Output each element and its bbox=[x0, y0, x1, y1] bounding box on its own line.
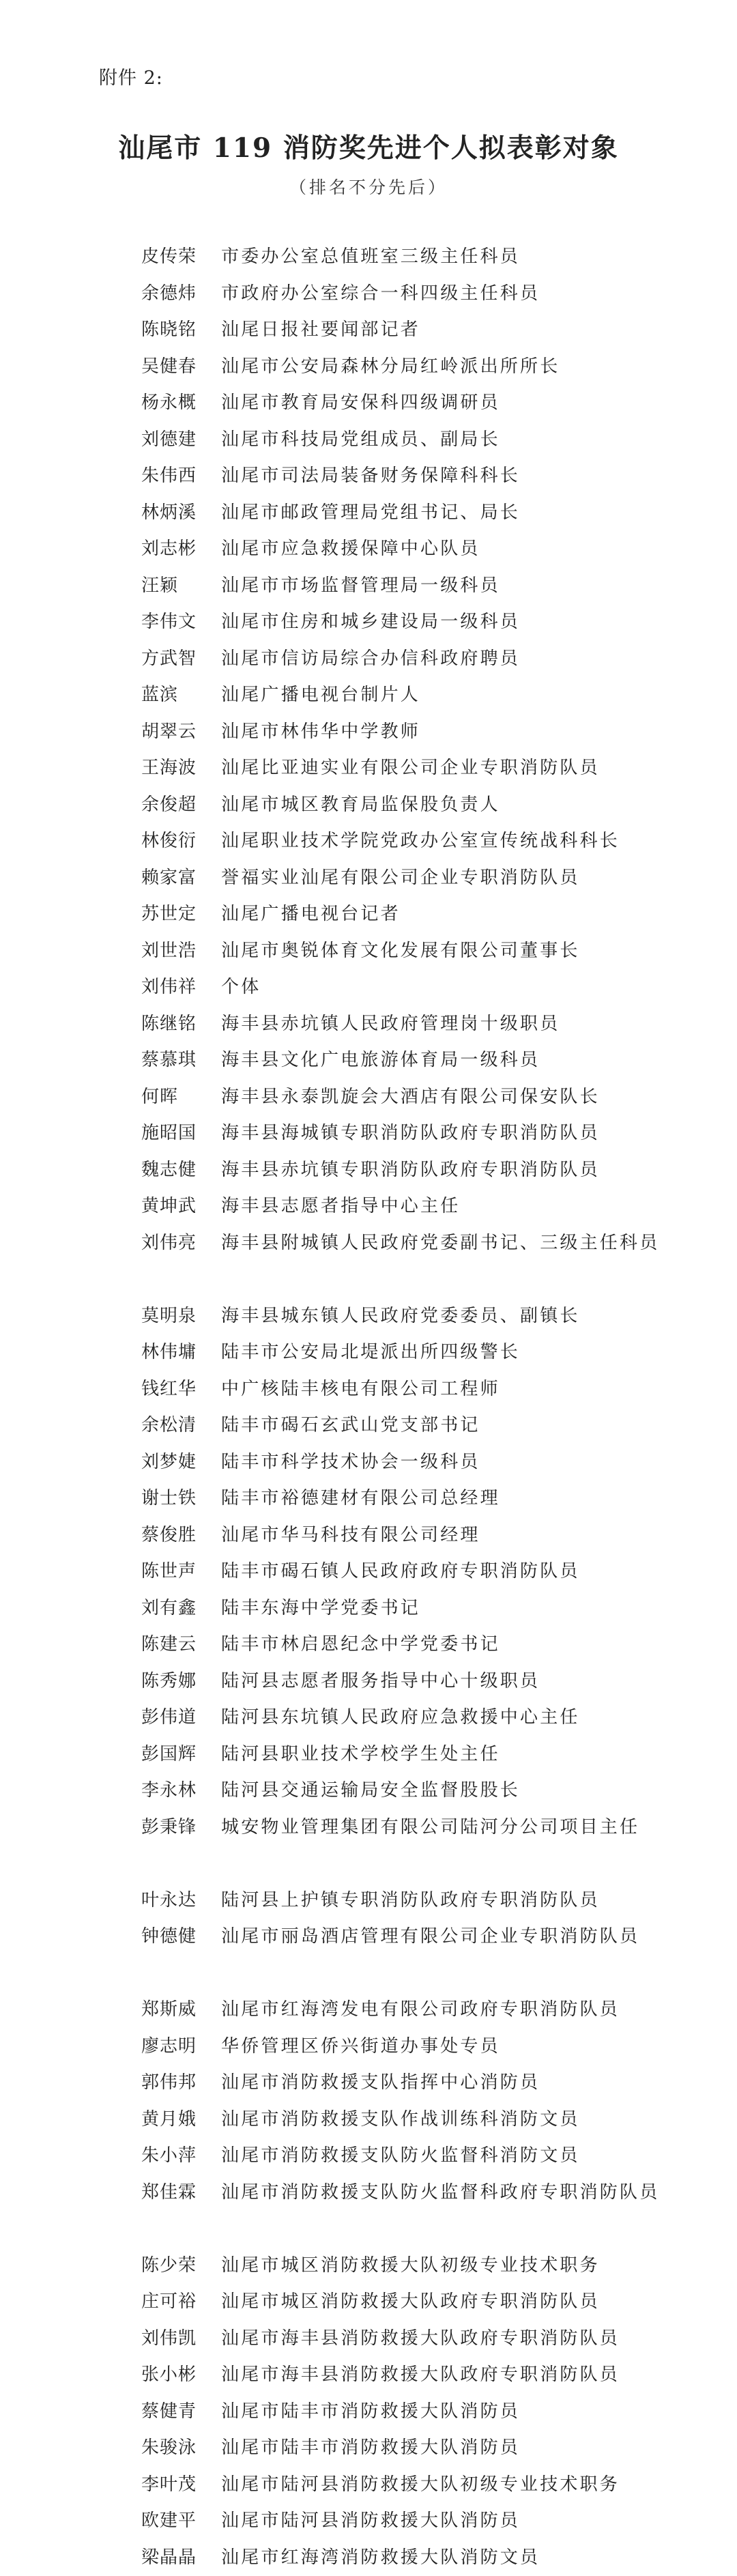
honoree-position: 个体 bbox=[221, 969, 660, 1006]
honoree-position: 汕尾市消防救援支队指挥中心消防员 bbox=[221, 2065, 660, 2102]
honoree-row bbox=[141, 1554, 660, 1590]
honoree-position: 海丰县志愿者指导中心主任 bbox=[221, 1188, 660, 1225]
honoree-name: 郑斯威 bbox=[141, 1992, 221, 2029]
honoree-position: 海丰县文化广电旅游体育局一级科员 bbox=[221, 1042, 660, 1079]
honoree-row bbox=[141, 1188, 660, 1225]
honoree-row bbox=[141, 2540, 660, 2576]
honoree-position: 汕尾市消防救援支队作战训练科消防文员 bbox=[221, 2102, 660, 2138]
honoree-position: 汕尾市信访局综合办信科政府聘员 bbox=[221, 641, 660, 678]
honoree-name: 杨永概 bbox=[141, 385, 221, 422]
honoree-name: 余德炜 bbox=[141, 276, 221, 313]
honoree-row bbox=[141, 2065, 660, 2102]
honoree-row bbox=[141, 2029, 660, 2065]
honoree-name: 朱小萍 bbox=[141, 2138, 221, 2175]
honoree-name: 廖志明 bbox=[141, 2029, 221, 2065]
honoree-row bbox=[141, 1480, 660, 1517]
honoree-row bbox=[141, 2138, 660, 2175]
honoree-row bbox=[141, 1627, 660, 1663]
honoree-row bbox=[141, 1444, 660, 1481]
honoree-row bbox=[141, 823, 660, 860]
honoree-position: 中广核陆丰核电有限公司工程师 bbox=[221, 1371, 660, 1408]
honoree-row bbox=[141, 458, 660, 495]
honoree-name: 王海波 bbox=[141, 750, 221, 787]
honoree-row bbox=[141, 1042, 660, 1079]
honoree-row bbox=[141, 1736, 660, 1773]
honoree-name: 何晖 bbox=[141, 1079, 221, 1116]
honoree-row bbox=[141, 1919, 660, 1992]
honoree-position: 汕尾广播电视台记者 bbox=[221, 896, 660, 933]
honoree-position: 汕尾市住房和城乡建设局一级科员 bbox=[221, 604, 660, 641]
honoree-position: 陆丰市碣石镇人民政府政府专职消防队员 bbox=[221, 1554, 660, 1590]
honoree-position: 陆河县上护镇专职消防队政府专职消防队员 bbox=[221, 1883, 660, 1919]
honoree-name: 叶永达 bbox=[141, 1883, 221, 1919]
honoree-name: 施昭国 bbox=[141, 1115, 221, 1152]
honoree-row bbox=[141, 2248, 660, 2285]
honoree-position: 陆河县志愿者服务指导中心十级职员 bbox=[221, 1663, 660, 1700]
honoree-row bbox=[141, 2394, 660, 2431]
honoree-position: 汕尾市林伟华中学教师 bbox=[221, 714, 660, 751]
honoree-name: 钟德健 bbox=[141, 1919, 221, 1992]
honoree-position: 汕尾市海丰县消防救援大队政府专职消防队员 bbox=[221, 2357, 660, 2394]
honoree-name: 蔡俊胜 bbox=[141, 1517, 221, 1554]
honoree-name: 郭伟邦 bbox=[141, 2065, 221, 2102]
honoree-row bbox=[141, 677, 660, 714]
honoree-position: 陆丰市科学技术协会一级科员 bbox=[221, 1444, 660, 1481]
honoree-name: 刘世浩 bbox=[141, 933, 221, 970]
honoree-name: 李伟文 bbox=[141, 604, 221, 641]
honoree-row bbox=[141, 1152, 660, 1189]
honoree-row bbox=[141, 2430, 660, 2467]
honoree-name: 陈少荣 bbox=[141, 2248, 221, 2285]
honoree-name: 彭秉锋 bbox=[141, 1809, 221, 1883]
honoree-row bbox=[141, 1371, 660, 1408]
honoree-row bbox=[141, 1590, 660, 1627]
honoree-name: 彭国辉 bbox=[141, 1736, 221, 1773]
honoree-name: 刘伟祥 bbox=[141, 969, 221, 1006]
honoree-position: 陆河县东坑镇人民政府应急救援中心主任 bbox=[221, 1700, 660, 1736]
honoree-name: 赖家富 bbox=[141, 860, 221, 897]
honoree-row bbox=[141, 2357, 660, 2394]
honoree-position: 汕尾比亚迪实业有限公司企业专职消防队员 bbox=[221, 750, 660, 787]
honoree-name: 余松清 bbox=[141, 1407, 221, 1444]
honoree-name: 蓝滨 bbox=[141, 677, 221, 714]
honoree-name: 胡翠云 bbox=[141, 714, 221, 751]
honoree-row bbox=[141, 714, 660, 751]
honoree-row bbox=[141, 604, 660, 641]
honoree-position: 华侨管理区侨兴街道办事处专员 bbox=[221, 2029, 660, 2065]
honoree-row bbox=[141, 531, 660, 568]
honoree-row bbox=[141, 1809, 660, 1883]
honoree-row bbox=[141, 933, 660, 970]
honoree-row bbox=[141, 1663, 660, 1700]
honoree-name: 蔡慕琪 bbox=[141, 1042, 221, 1079]
honoree-row bbox=[141, 1700, 660, 1736]
honoree-row bbox=[141, 1079, 660, 1116]
honoree-position: 汕尾市红海湾消防救援大队消防文员 bbox=[221, 2540, 660, 2576]
honoree-name: 刘志彬 bbox=[141, 531, 221, 568]
honoree-row bbox=[141, 2321, 660, 2358]
honoree-row bbox=[141, 1115, 660, 1152]
honoree-name: 吴健春 bbox=[141, 349, 221, 386]
honoree-name: 方武智 bbox=[141, 641, 221, 678]
honoree-name: 刘德建 bbox=[141, 422, 221, 459]
honoree-name: 陈晓铭 bbox=[141, 312, 221, 349]
honoree-name: 黄坤武 bbox=[141, 1188, 221, 1225]
honoree-row bbox=[141, 1334, 660, 1371]
honoree-position: 海丰县海城镇专职消防队政府专职消防队员 bbox=[221, 1115, 660, 1152]
honoree-position: 市政府办公室综合一科四级主任科员 bbox=[221, 276, 660, 313]
honoree-row bbox=[141, 1992, 660, 2029]
honoree-position: 汕尾职业技术学院党政办公室宣传统战科科长 bbox=[221, 823, 660, 860]
honoree-name: 欧建平 bbox=[141, 2503, 221, 2540]
honoree-name: 朱伟西 bbox=[141, 458, 221, 495]
honoree-name: 彭伟道 bbox=[141, 1700, 221, 1736]
honoree-position: 海丰县城东镇人民政府党委委员、副镇长 bbox=[221, 1298, 660, 1335]
honoree-name: 汪颖 bbox=[141, 568, 221, 605]
honoree-position: 汕尾市教育局安保科四级调研员 bbox=[221, 385, 660, 422]
honoree-row bbox=[141, 2467, 660, 2504]
honoree-position: 汕尾市消防救援支队防火监督科消防文员 bbox=[221, 2138, 660, 2175]
honoree-row bbox=[141, 1407, 660, 1444]
honoree-name: 林俊衍 bbox=[141, 823, 221, 860]
honoree-name: 苏世定 bbox=[141, 896, 221, 933]
honoree-name: 李永林 bbox=[141, 1773, 221, 1809]
honoree-position: 汕尾市丽岛酒店管理有限公司企业专职消防队员 bbox=[221, 1919, 660, 1992]
honoree-position: 海丰县永泰凯旋会大酒店有限公司保安队长 bbox=[221, 1079, 660, 1116]
honoree-position: 汕尾市红海湾发电有限公司政府专职消防队员 bbox=[221, 1992, 660, 2029]
honoree-position: 陆丰市裕德建材有限公司总经理 bbox=[221, 1480, 660, 1517]
honoree-position: 汕尾市陆河县消防救援大队初级专业技术职务 bbox=[221, 2467, 660, 2504]
honoree-row bbox=[141, 750, 660, 787]
honoree-name: 朱骏泳 bbox=[141, 2430, 221, 2467]
honoree-name: 刘梦婕 bbox=[141, 1444, 221, 1481]
honoree-name: 陈继铭 bbox=[141, 1006, 221, 1043]
honoree-position: 汕尾市城区消防救援大队初级专业技术职务 bbox=[221, 2248, 660, 2285]
honoree-position: 汕尾市城区教育局监保股负责人 bbox=[221, 787, 660, 824]
honoree-position: 陆河县职业技术学校学生处主任 bbox=[221, 1736, 660, 1773]
honoree-row bbox=[141, 276, 660, 313]
honoree-name: 张小彬 bbox=[141, 2357, 221, 2394]
honoree-name: 陈建云 bbox=[141, 1627, 221, 1663]
honoree-position: 誉福实业汕尾有限公司企业专职消防队员 bbox=[221, 860, 660, 897]
honoree-row bbox=[141, 860, 660, 897]
honoree-row bbox=[141, 1773, 660, 1809]
honoree-row bbox=[141, 312, 660, 349]
honoree-row bbox=[141, 787, 660, 824]
document-subtitle: （排名不分先后） bbox=[0, 174, 737, 199]
honoree-name: 林伟墉 bbox=[141, 1334, 221, 1371]
honoree-name: 钱红华 bbox=[141, 1371, 221, 1408]
honoree-position: 海丰县赤坑镇人民政府管理岗十级职员 bbox=[221, 1006, 660, 1043]
honoree-name: 谢士铁 bbox=[141, 1480, 221, 1517]
honoree-row bbox=[141, 2102, 660, 2138]
honoree-row bbox=[141, 1298, 660, 1335]
honoree-name: 陈世声 bbox=[141, 1554, 221, 1590]
honoree-row bbox=[141, 239, 660, 276]
honoree-row bbox=[141, 641, 660, 678]
honoree-row bbox=[141, 568, 660, 605]
honoree-name: 刘有鑫 bbox=[141, 1590, 221, 1627]
honoree-position: 海丰县附城镇人民政府党委副书记、三级主任科员 bbox=[221, 1225, 660, 1298]
honoree-position: 陆丰市碣石玄武山党支部书记 bbox=[221, 1407, 660, 1444]
honoree-row bbox=[141, 1225, 660, 1298]
honoree-row bbox=[141, 495, 660, 532]
honoree-position: 汕尾市应急救援保障中心队员 bbox=[221, 531, 660, 568]
honoree-name: 陈秀娜 bbox=[141, 1663, 221, 1700]
honoree-name: 黄月娥 bbox=[141, 2102, 221, 2138]
honoree-name: 刘伟亮 bbox=[141, 1225, 221, 1298]
honoree-position: 海丰县赤坑镇专职消防队政府专职消防队员 bbox=[221, 1152, 660, 1189]
honoree-name: 余俊超 bbox=[141, 787, 221, 824]
honoree-name: 庄可裕 bbox=[141, 2284, 221, 2321]
honoree-row bbox=[141, 1517, 660, 1554]
honoree-name: 蔡健青 bbox=[141, 2394, 221, 2431]
honoree-name: 魏志健 bbox=[141, 1152, 221, 1189]
honoree-name: 刘伟凯 bbox=[141, 2321, 221, 2358]
honoree-position: 汕尾市华马科技有限公司经理 bbox=[221, 1517, 660, 1554]
honoree-position: 汕尾市科技局党组成员、副局长 bbox=[221, 422, 660, 459]
honoree-row bbox=[141, 2175, 660, 2248]
honoree-name: 林炳溪 bbox=[141, 495, 221, 532]
honoree-name: 莫明泉 bbox=[141, 1298, 221, 1335]
honoree-position: 城安物业管理集团有限公司陆河分公司项目主任 bbox=[221, 1809, 660, 1883]
honoree-position: 陆丰市林启恩纪念中学党委书记 bbox=[221, 1627, 660, 1663]
honoree-row bbox=[141, 1006, 660, 1043]
honoree-position: 市委办公室总值班室三级主任科员 bbox=[221, 239, 660, 276]
honoree-name: 皮传荣 bbox=[141, 239, 221, 276]
honoree-row bbox=[141, 349, 660, 386]
honoree-row bbox=[141, 422, 660, 459]
honoree-position: 汕尾市陆丰市消防救援大队消防员 bbox=[221, 2430, 660, 2467]
honoree-position: 汕尾市消防救援支队防火监督科政府专职消防队员 bbox=[221, 2175, 660, 2248]
honoree-position: 陆河县交通运输局安全监督股股长 bbox=[221, 1773, 660, 1809]
honoree-row bbox=[141, 1883, 660, 1919]
honoree-position: 汕尾日报社要闻部记者 bbox=[221, 312, 660, 349]
honoree-position: 汕尾市海丰县消防救援大队政府专职消防队员 bbox=[221, 2321, 660, 2358]
honoree-position: 汕尾市市场监督管理局一级科员 bbox=[221, 568, 660, 605]
honoree-position: 汕尾广播电视台制片人 bbox=[221, 677, 660, 714]
honoree-row bbox=[141, 896, 660, 933]
honoree-position: 汕尾市陆丰市消防救援大队消防员 bbox=[221, 2394, 660, 2431]
honoree-position: 汕尾市陆河县消防救援大队消防员 bbox=[221, 2503, 660, 2540]
honoree-row bbox=[141, 2284, 660, 2321]
honoree-position: 陆丰市公安局北堤派出所四级警长 bbox=[221, 1334, 660, 1371]
honoree-position: 陆丰东海中学党委书记 bbox=[221, 1590, 660, 1627]
honoree-position: 汕尾市公安局森林分局红岭派出所所长 bbox=[221, 349, 660, 386]
honoree-position: 汕尾市司法局装备财务保障科科长 bbox=[221, 458, 660, 495]
honoree-name: 李叶茂 bbox=[141, 2467, 221, 2504]
honoree-row bbox=[141, 969, 660, 1006]
honoree-row bbox=[141, 2503, 660, 2540]
honoree-list bbox=[141, 239, 660, 2576]
document-title: 汕尾市 119 消防奖先进个人拟表彰对象 bbox=[0, 127, 737, 165]
honoree-position: 汕尾市城区消防救援大队政府专职消防队员 bbox=[221, 2284, 660, 2321]
honoree-row bbox=[141, 385, 660, 422]
honoree-position: 汕尾市邮政管理局党组书记、局长 bbox=[221, 495, 660, 532]
honoree-position: 汕尾市奥锐体育文化发展有限公司董事长 bbox=[221, 933, 660, 970]
honoree-name: 梁晶晶 bbox=[141, 2540, 221, 2576]
honoree-name: 郑佳霖 bbox=[141, 2175, 221, 2248]
attachment-label: 附件 2: bbox=[99, 63, 163, 89]
